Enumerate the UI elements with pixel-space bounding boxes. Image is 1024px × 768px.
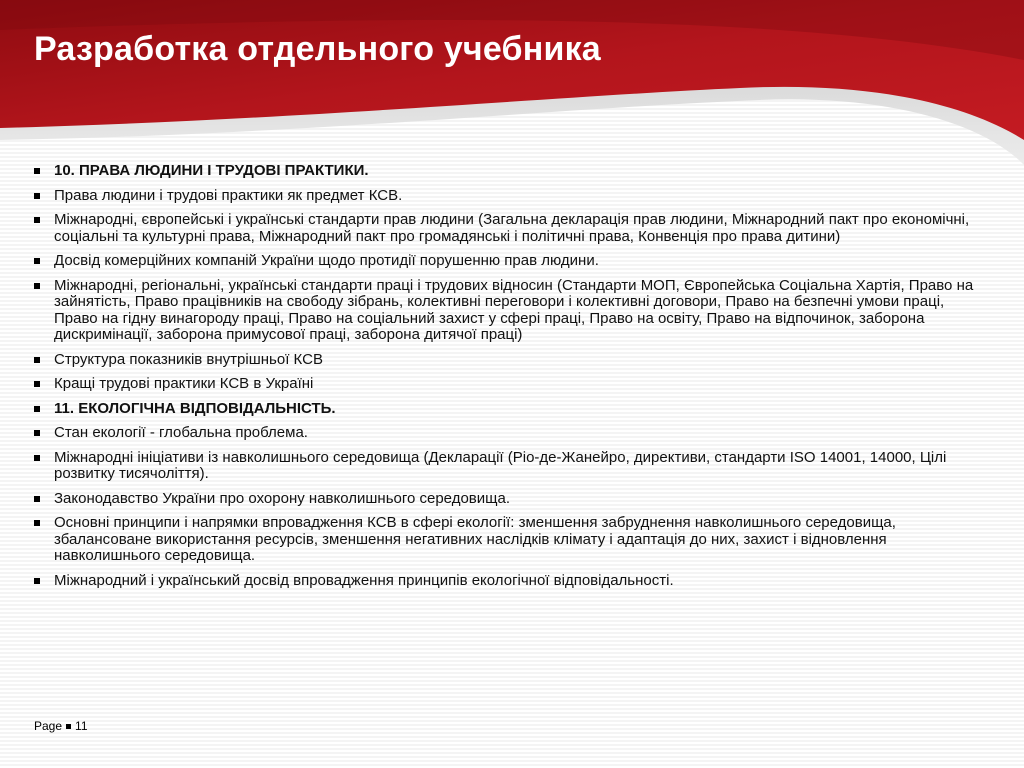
bullet-item	[34, 401, 984, 418]
bullet-text: Досвід комерційних компаній України щодо протидії порушенню прав людини.	[54, 252, 599, 269]
bullet-item	[34, 163, 984, 180]
bullet-square-icon	[34, 406, 40, 412]
bullet-text: Законодавство України про охорону навколишнього середовища.	[54, 489, 510, 507]
bullet-square-icon	[34, 430, 40, 436]
bullet-item	[34, 188, 984, 205]
bullet-item	[34, 352, 984, 369]
bullet-text: Міжнародні, регіональні, українські стандарти праці і трудових відносин (Стандарти МОП, Європейська Соціальна Хартія, Право на зайнятість, Право працівників на свободу зібрань, колективні переговори і колективні договори, Право на безпечні умови праці, Право на гідну винагороду праці, Право на соціальний захист у сфері праці, Право на освіту, Право на відпочинок, заборона дискримінації, заборона примусової праці, заборона дитячої праці)	[54, 276, 974, 343]
footer	[34, 719, 88, 733]
bullet-square-icon	[34, 357, 40, 363]
bullet-text: Структура показників внутрішньої КСВ	[54, 350, 323, 368]
bullet-square-icon	[34, 193, 40, 199]
slide-title: Разработка отдельного учебника	[34, 30, 601, 68]
bullet-item	[34, 450, 984, 483]
bullet-item	[34, 212, 984, 245]
bullet-text: Міжнародні, європейські і українські стандарти прав людини (Загальна декларація прав людини, Міжнародний пакт про економічні, соціальні та культурні права, Міжнародний пакт про громадянські і політичні права, Конвенція про права дитини)	[54, 211, 970, 245]
bullet-square-icon	[34, 283, 40, 289]
bullet-text: Основні принципи і напрямки впровадження КСВ в сфері екології: зменшення забруднення навколишнього середовища, збалансоване використання ресурсів, зменшення негативних наслідків клімату і адаптація до них, захист і відновлення навколишнього середовища.	[54, 514, 896, 564]
bullet-text: 10. ПРАВА ЛЮДИНИ І ТРУДОВІ ПРАКТИКИ.	[54, 162, 369, 179]
bullet-square-icon	[66, 724, 71, 729]
page-label: Page	[34, 719, 63, 733]
bullet-square-icon	[34, 496, 40, 502]
header-band	[0, 0, 1024, 170]
bullet-text: Міжнародні ініціативи із навколишнього середовища (Декларації (Ріо-де-Жанейро, директиви, стандарти ISO 14001, 14000, Цілі розвитку тисячоліття).	[54, 448, 947, 482]
bullet-item	[34, 278, 984, 344]
bullet-list	[34, 163, 984, 597]
bullet-item	[34, 491, 984, 508]
bullet-square-icon	[34, 578, 40, 584]
bullet-square-icon	[34, 217, 40, 223]
page-number: 11	[75, 719, 88, 733]
bullet-square-icon	[34, 258, 40, 264]
bullet-text: Стан екології - глобальна проблема.	[54, 424, 308, 441]
bullet-text: Кращі трудові практики КСВ в Україні	[54, 375, 314, 392]
bullet-text: 11. ЕКОЛОГІЧНА ВІДПОВІДАЛЬНІСТЬ.	[54, 399, 336, 417]
bullet-item	[34, 376, 984, 393]
bullet-item	[34, 515, 984, 565]
bullet-item	[34, 253, 984, 270]
bullet-item	[34, 573, 984, 590]
bullet-text: Права людини і трудові практики як предмет КСВ.	[54, 186, 403, 204]
bullet-square-icon	[34, 381, 40, 387]
bullet-item	[34, 425, 984, 442]
bullet-square-icon	[34, 455, 40, 461]
bullet-text: Міжнародний і український досвід впровадження принципів екологічної відповідальності.	[54, 571, 674, 589]
bullet-square-icon	[34, 168, 40, 174]
bullet-square-icon	[34, 520, 40, 526]
